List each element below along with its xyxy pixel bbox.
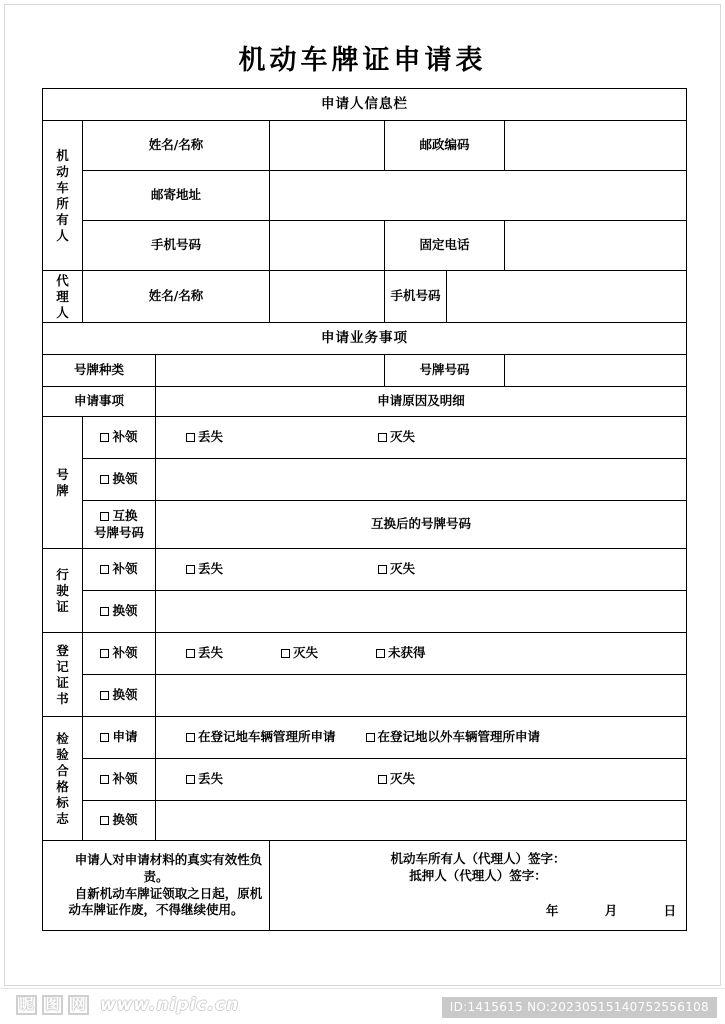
detail-inspection-replace[interactable] xyxy=(156,801,687,841)
label-application-reason: 申请原因及明细 xyxy=(156,387,687,417)
checkbox-registration-replace[interactable] xyxy=(83,675,156,717)
checkbox-label: 换领 xyxy=(112,603,138,619)
checkbox-icon[interactable] xyxy=(100,691,109,700)
detail-license-reissue xyxy=(156,549,687,591)
table-row-owner-mobile xyxy=(43,221,687,271)
owner-vertical-label: 机 动 车 所 有 人 xyxy=(43,121,83,271)
input-agent-mobile[interactable] xyxy=(447,271,687,323)
checkbox-icon[interactable] xyxy=(100,475,109,484)
label-postal-code: 邮政编码 xyxy=(385,121,505,171)
date-line[interactable] xyxy=(274,903,682,920)
table-row-applicant-header xyxy=(43,89,687,121)
input-plate-type[interactable] xyxy=(156,355,385,387)
checkbox-label: 补领 xyxy=(112,429,138,445)
table-row-plate-swap xyxy=(43,501,687,549)
group-label-plate: 号 牌 xyxy=(43,417,83,549)
option-plate-reissue-lost[interactable] xyxy=(186,429,223,446)
table-row-inspection-reissue xyxy=(43,759,687,801)
table-row-footer xyxy=(43,841,687,931)
checkbox-plate-swap[interactable] xyxy=(83,501,156,549)
nipic-logo xyxy=(16,995,239,1015)
option-label: 灭失 xyxy=(390,771,416,787)
watermark-url: www.nipic.cn xyxy=(100,995,240,1015)
checkbox-label: 换领 xyxy=(112,812,138,828)
section-header-applicant: 申请人信息栏 xyxy=(43,89,687,121)
option-inspection-local-office[interactable] xyxy=(186,729,336,746)
checkbox-icon[interactable] xyxy=(100,775,109,784)
table-row-owner-name xyxy=(43,121,687,171)
checkbox-license-reissue[interactable] xyxy=(83,549,156,591)
label-application-item: 申请事项 xyxy=(43,387,156,417)
group-label-registration-certificate: 登 记 证 书 xyxy=(43,633,83,717)
checkbox-icon[interactable] xyxy=(376,649,385,658)
input-plate-number[interactable] xyxy=(505,355,687,387)
logo-char-3: 网 xyxy=(68,995,89,1015)
option-registration-lost[interactable] xyxy=(186,645,223,662)
declaration-paragraph-1: 申请人对申请材料的真实有效性负责。 xyxy=(74,851,263,884)
label-landline: 固定电话 xyxy=(385,221,505,271)
date-day-label: 日 xyxy=(663,902,677,918)
label-plate-type: 号牌种类 xyxy=(43,355,156,387)
logo-char-1: 昵 xyxy=(16,995,37,1015)
label-owner-name: 姓名/名称 xyxy=(83,121,270,171)
table-row-plate-replace xyxy=(43,459,687,501)
label-agent-name: 姓名/名称 xyxy=(83,271,270,323)
option-plate-reissue-destroyed[interactable] xyxy=(378,429,415,446)
table-row-plate-type xyxy=(43,355,687,387)
option-label: 在登记地以外车辆管理所申请 xyxy=(377,729,541,745)
checkbox-inspection-replace[interactable] xyxy=(83,801,156,841)
application-form-table xyxy=(42,88,687,931)
option-inspection-lost[interactable] xyxy=(186,771,223,788)
checkbox-label: 互换 xyxy=(112,507,138,523)
checkbox-icon[interactable] xyxy=(100,816,109,825)
checkbox-icon[interactable] xyxy=(366,733,375,742)
checkbox-plate-reissue[interactable] xyxy=(83,417,156,459)
checkbox-icon[interactable] xyxy=(186,649,195,658)
table-row-inspection-replace xyxy=(43,801,687,841)
declaration-block xyxy=(43,841,270,931)
option-registration-not-obtained[interactable] xyxy=(376,645,426,662)
checkbox-icon[interactable] xyxy=(378,565,387,574)
input-owner-name[interactable] xyxy=(270,121,385,171)
detail-inspection-apply xyxy=(156,717,687,759)
checkbox-plate-replace[interactable] xyxy=(83,459,156,501)
checkbox-license-replace[interactable] xyxy=(83,591,156,633)
table-row-license-reissue xyxy=(43,549,687,591)
label-owner-mobile: 手机号码 xyxy=(83,221,270,271)
input-owner-mobile[interactable] xyxy=(270,221,385,271)
option-label: 灭失 xyxy=(390,561,416,577)
table-row-license-replace xyxy=(43,591,687,633)
group-label-driving-license: 行 驶 证 xyxy=(43,549,83,633)
table-row-business-header xyxy=(43,323,687,355)
table-row-registration-replace xyxy=(43,675,687,717)
checkbox-icon[interactable] xyxy=(100,733,109,742)
input-mailing-address[interactable] xyxy=(270,171,687,221)
date-month-label: 月 xyxy=(604,902,618,918)
option-label: 灭失 xyxy=(390,429,416,445)
checkbox-icon[interactable] xyxy=(186,433,195,442)
agent-vertical-label: 代 理 人 xyxy=(43,271,83,323)
table-row-inspection-apply xyxy=(43,717,687,759)
option-license-reissue-destroyed[interactable] xyxy=(378,561,415,578)
detail-inspection-reissue xyxy=(156,759,687,801)
checkbox-label: 补领 xyxy=(112,771,138,787)
declaration-paragraph-2: 自新机动车牌证领取之日起，原机动车牌证作废，不得继续使用。 xyxy=(68,885,263,918)
checkbox-icon[interactable] xyxy=(378,775,387,784)
date-year-label: 年 xyxy=(545,902,559,918)
table-row-registration-reissue xyxy=(43,633,687,675)
checkbox-icon[interactable] xyxy=(186,775,195,784)
input-landline[interactable] xyxy=(505,221,687,271)
option-label: 未获得 xyxy=(388,645,426,661)
checkbox-icon[interactable] xyxy=(100,512,109,521)
label-agent-mobile: 手机号码 xyxy=(385,271,447,323)
checkbox-icon[interactable] xyxy=(100,433,109,442)
section-header-business: 申请业务事项 xyxy=(43,323,687,355)
checkbox-icon[interactable] xyxy=(100,607,109,616)
checkbox-icon[interactable] xyxy=(186,565,195,574)
checkbox-icon[interactable] xyxy=(186,733,195,742)
table-row-agent xyxy=(43,271,687,323)
watermark-bar xyxy=(0,988,725,1024)
detail-plate-replace[interactable] xyxy=(156,459,687,501)
page-title: 机动车牌证申请表 xyxy=(238,45,487,76)
checkbox-registration-reissue[interactable] xyxy=(83,633,156,675)
option-label: 灭失 xyxy=(293,645,319,661)
checkbox-label: 换领 xyxy=(112,687,138,703)
detail-registration-replace[interactable] xyxy=(156,675,687,717)
checkbox-label: 补领 xyxy=(112,645,138,661)
table-row-item-header xyxy=(43,387,687,417)
checkbox-label: 申请 xyxy=(112,729,138,745)
option-license-reissue-lost[interactable] xyxy=(186,561,223,578)
input-postal-code[interactable] xyxy=(505,121,687,171)
option-label: 丢失 xyxy=(198,645,224,661)
option-label: 丢失 xyxy=(198,561,224,577)
checkbox-icon[interactable] xyxy=(100,565,109,574)
option-inspection-nonlocal-office[interactable] xyxy=(366,729,541,746)
option-label: 丢失 xyxy=(198,771,224,787)
checkbox-label: 换领 xyxy=(112,471,138,487)
checkbox-inspection-reissue[interactable] xyxy=(83,759,156,801)
label-plate-number: 号牌号码 xyxy=(385,355,505,387)
logo-char-2: 图 xyxy=(42,995,63,1015)
table-row-plate-reissue xyxy=(43,417,687,459)
label-mailing-address: 邮寄地址 xyxy=(83,171,270,221)
checkbox-icon[interactable] xyxy=(281,649,290,658)
detail-plate-reissue xyxy=(156,417,687,459)
checkbox-label: 补领 xyxy=(112,561,138,577)
detail-license-replace[interactable] xyxy=(156,591,687,633)
owner-signature-line[interactable]: 机动车所有人（代理人）签字： xyxy=(390,851,566,867)
option-label: 丢失 xyxy=(198,429,224,445)
mortgagee-signature-line[interactable]: 抵押人（代理人）签字： xyxy=(409,868,547,884)
signature-block xyxy=(270,841,687,931)
checkbox-icon[interactable] xyxy=(378,433,387,442)
checkbox-icon[interactable] xyxy=(100,649,109,658)
option-label: 在登记地车辆管理所申请 xyxy=(198,729,336,745)
input-agent-name[interactable] xyxy=(270,271,385,323)
checkbox-inspection-apply[interactable] xyxy=(83,717,156,759)
detail-plate-swap-number: 互换后的号牌号码 xyxy=(156,501,687,549)
table-row-mailing-address xyxy=(43,171,687,221)
checkbox-label-line2: 号牌号码 xyxy=(93,524,144,540)
detail-registration-reissue xyxy=(156,633,687,675)
group-label-inspection-mark: 检 验 合 格 标 志 xyxy=(43,717,83,841)
option-registration-destroyed[interactable] xyxy=(281,645,318,662)
watermark-id-badge: ID:1415615 NO:20230515140752556108 xyxy=(442,997,717,1018)
option-inspection-destroyed[interactable] xyxy=(378,771,415,788)
